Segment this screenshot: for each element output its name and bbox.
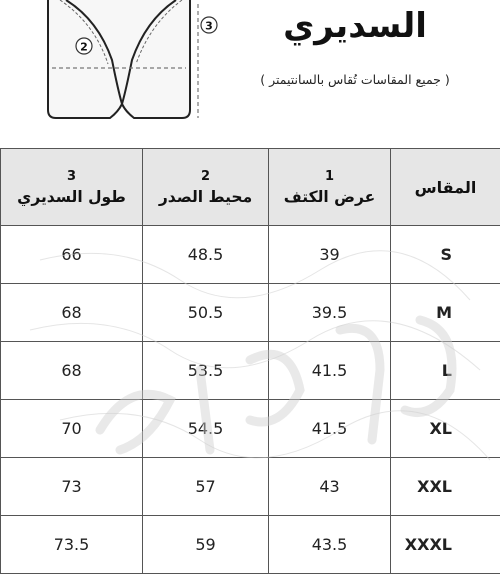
vest-illustration bbox=[0, 0, 240, 148]
size-chart-table bbox=[0, 148, 500, 574]
marker-3-label: 3 bbox=[205, 20, 213, 33]
table-row bbox=[1, 400, 500, 458]
table-header-row bbox=[1, 149, 500, 226]
header-chest bbox=[143, 149, 269, 226]
length-cell: 68 bbox=[1, 284, 143, 342]
header-length-label: طول السديري bbox=[1, 188, 142, 206]
chest-cell: 57 bbox=[143, 458, 269, 516]
header-area bbox=[0, 0, 500, 148]
size-cell: XXL bbox=[391, 458, 500, 516]
size-cell: XL bbox=[391, 400, 500, 458]
chest-cell: 48.5 bbox=[143, 226, 269, 284]
shoulder-cell: 43 bbox=[269, 458, 391, 516]
table-row bbox=[1, 458, 500, 516]
table-row bbox=[1, 342, 500, 400]
header-chest-number: 2 bbox=[143, 169, 268, 184]
size-cell: XXXL bbox=[391, 516, 500, 574]
header-length bbox=[1, 149, 143, 226]
chest-cell: 50.5 bbox=[143, 284, 269, 342]
header-shoulder-number: 1 bbox=[269, 169, 390, 184]
length-cell: 73 bbox=[1, 458, 143, 516]
chest-cell: 53.5 bbox=[143, 342, 269, 400]
length-cell: 70 bbox=[1, 400, 143, 458]
units-note: ( جميع المقاسات تُقاس بالسانتيمتر ) bbox=[230, 72, 480, 87]
header-chest-label: محيط الصدر bbox=[143, 188, 268, 206]
marker-2-label: 2 bbox=[80, 41, 88, 54]
shoulder-cell: 39 bbox=[269, 226, 391, 284]
header-length-number: 3 bbox=[1, 169, 142, 184]
size-cell: S bbox=[391, 226, 500, 284]
size-cell: M bbox=[391, 284, 500, 342]
table-row bbox=[1, 226, 500, 284]
shoulder-cell: 39.5 bbox=[269, 284, 391, 342]
table-row bbox=[1, 516, 500, 574]
shoulder-cell: 41.5 bbox=[269, 342, 391, 400]
header-size: المقاس bbox=[391, 149, 500, 226]
size-cell: L bbox=[391, 342, 500, 400]
shoulder-cell: 41.5 bbox=[269, 400, 391, 458]
length-cell: 68 bbox=[1, 342, 143, 400]
chest-cell: 59 bbox=[143, 516, 269, 574]
chest-cell: 54.5 bbox=[143, 400, 269, 458]
page-title: السديري bbox=[255, 6, 455, 46]
table-row bbox=[1, 284, 500, 342]
header-shoulder-label: عرض الكتف bbox=[269, 188, 390, 206]
length-cell: 66 bbox=[1, 226, 143, 284]
shoulder-cell: 43.5 bbox=[269, 516, 391, 574]
length-cell: 73.5 bbox=[1, 516, 143, 574]
header-shoulder bbox=[269, 149, 391, 226]
